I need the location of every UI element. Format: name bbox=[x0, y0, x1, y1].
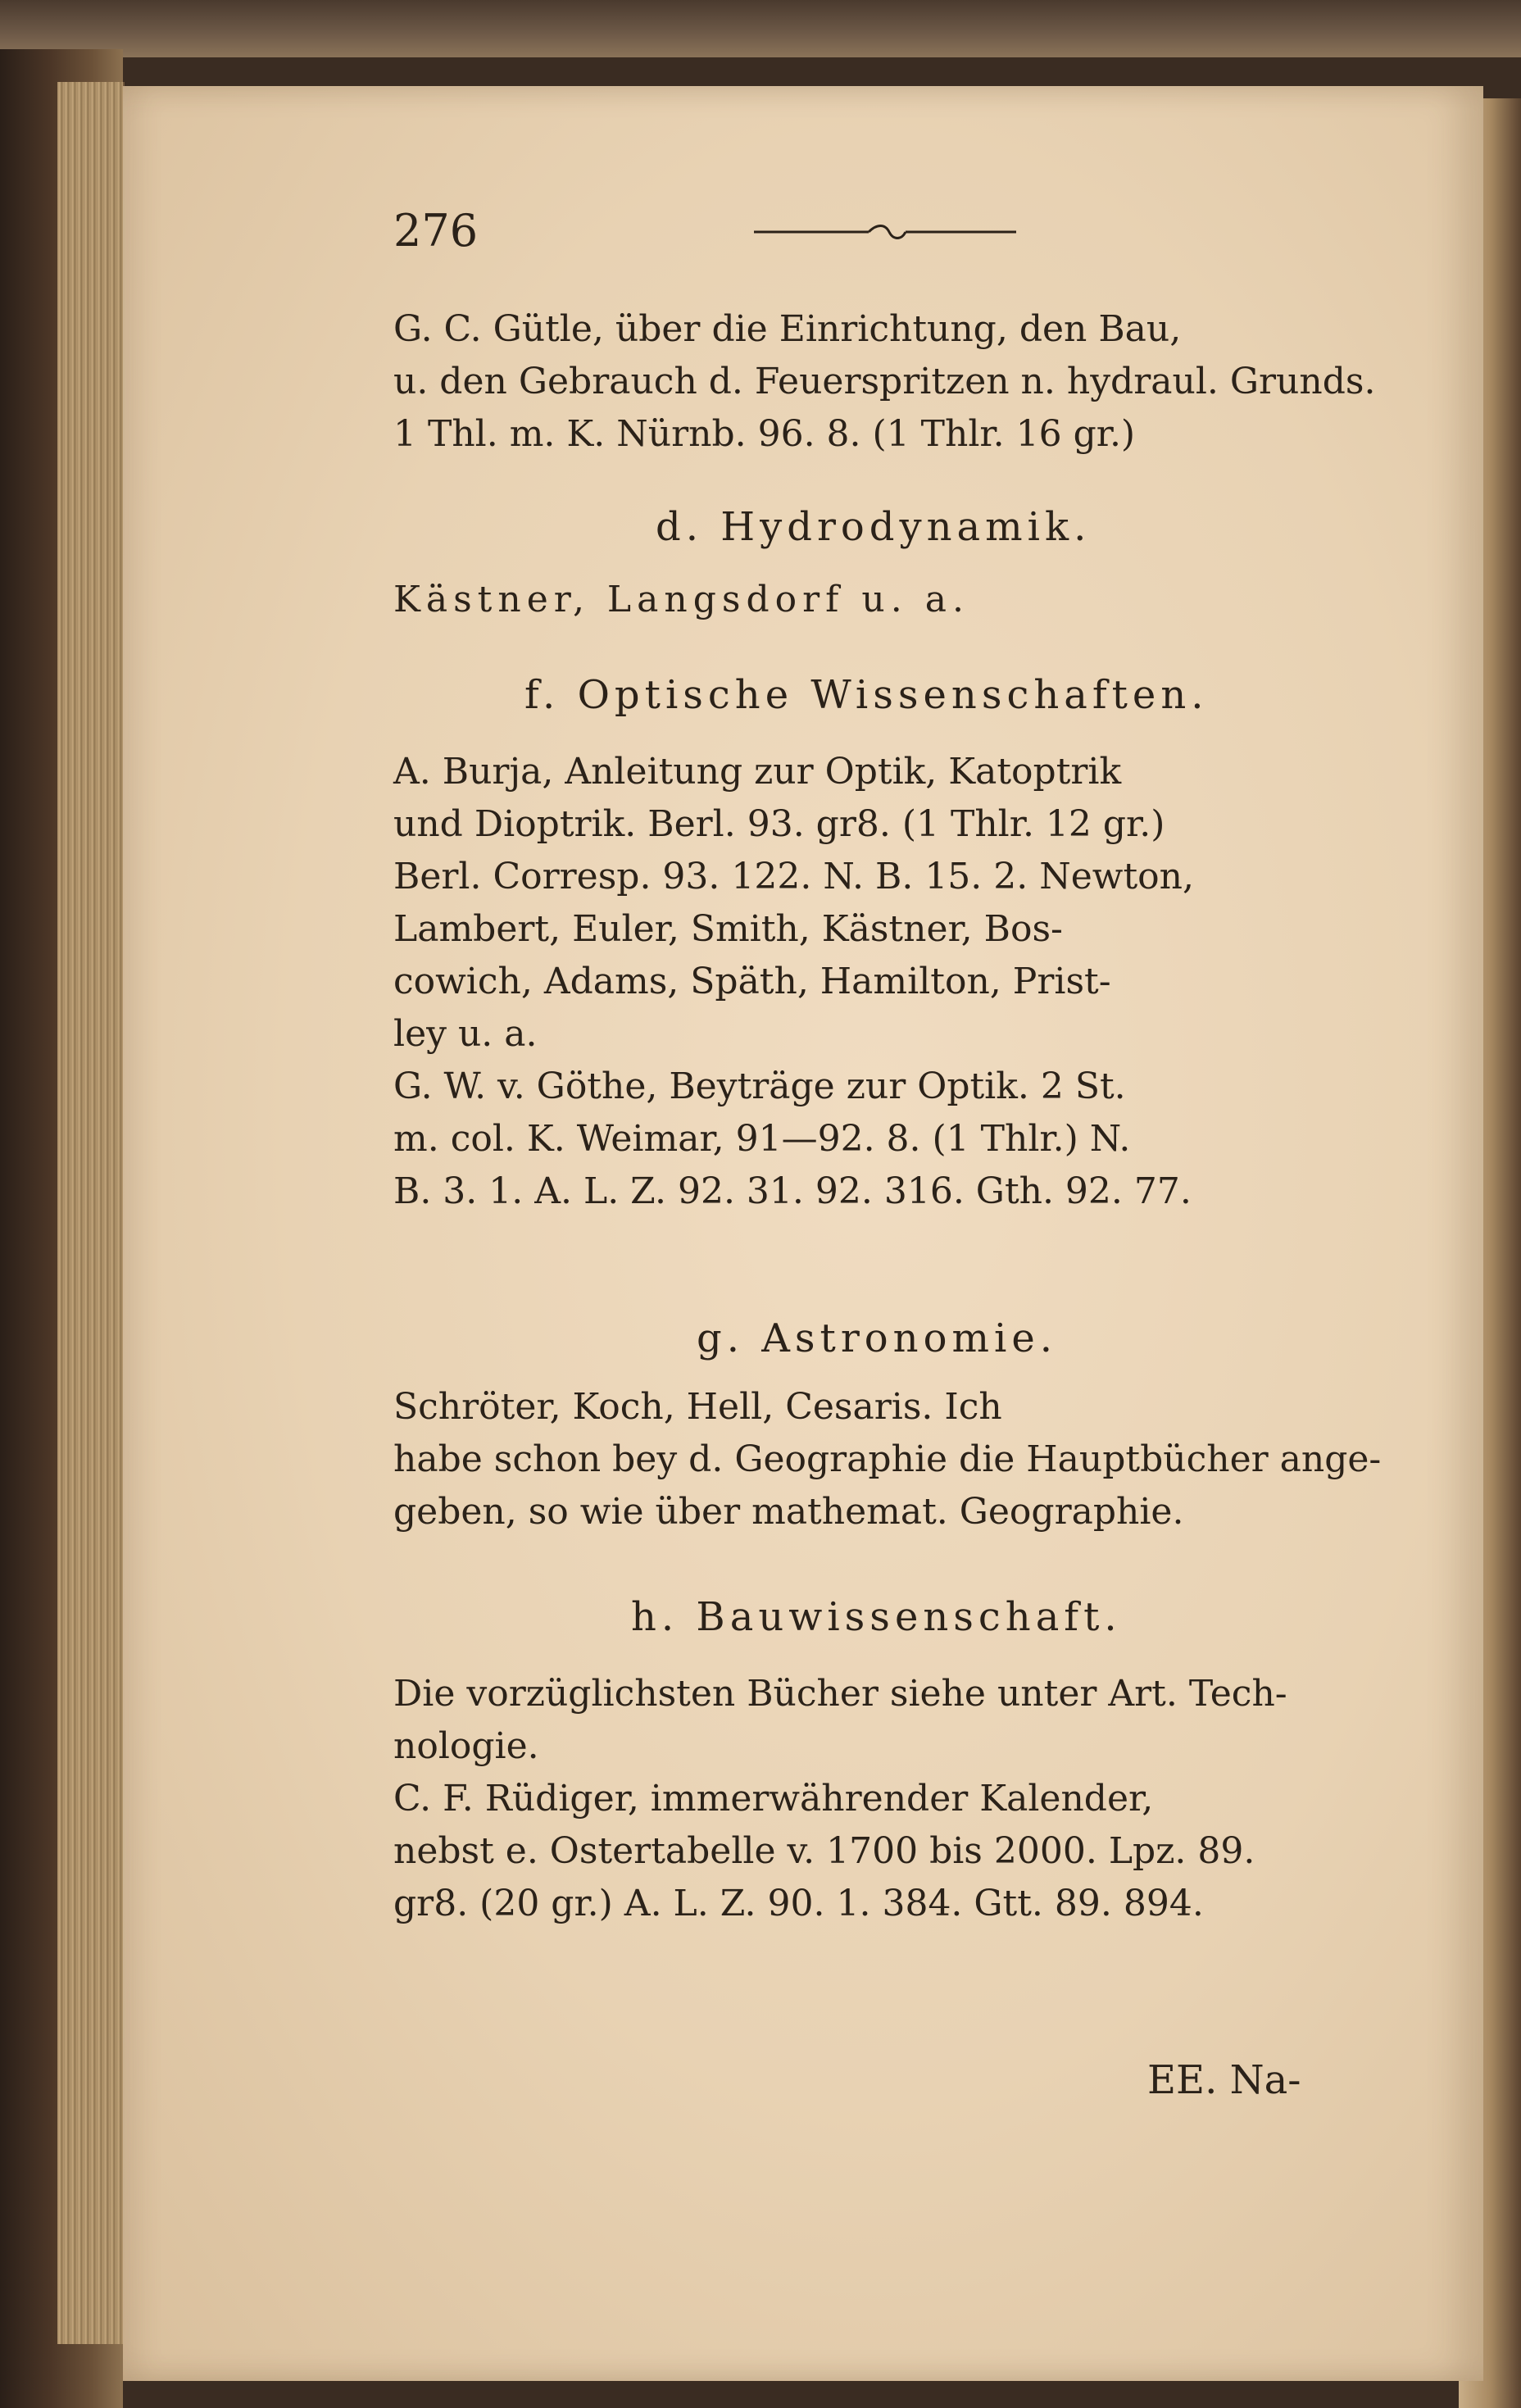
text-line: Berl. Corresp. 93. 122. N. B. 15. 2. Newton, bbox=[393, 856, 1194, 897]
text-line: nologie. bbox=[393, 1725, 539, 1767]
page-number: 276 bbox=[393, 205, 479, 257]
text-line: cowich, Adams, Späth, Hamilton, Prist- bbox=[393, 961, 1111, 1002]
text-line: Schröter, Koch, Hell, Cesaris. Ich bbox=[393, 1386, 1002, 1428]
text-line: B. 3. 1. A. L. Z. 92. 31. 92. 316. Gth. 92. 77. bbox=[393, 1170, 1192, 1212]
text-line: habe schon bey d. Geographie die Hauptbücher ange- bbox=[393, 1438, 1382, 1480]
text-line: m. col. K. Weimar, 91—92. 8. (1 Thlr.) N. bbox=[393, 1118, 1131, 1160]
section-body-optische-wissenschaften bbox=[393, 746, 1393, 1218]
entry-guetle bbox=[393, 303, 1393, 461]
text-line: G. W. v. Göthe, Beyträge zur Optik. 2 St. bbox=[393, 1065, 1126, 1107]
text-line: und Dioptrik. Berl. 93. gr8. (1 Thlr. 12 gr.) bbox=[393, 803, 1165, 845]
section-heading-astronomie: g. Astronomie. bbox=[697, 1315, 1058, 1361]
text-line: Lambert, Euler, Smith, Kästner, Bos- bbox=[393, 908, 1063, 950]
text-line: Kästner, Langsdorf u. a. bbox=[393, 579, 969, 620]
text-line: 1 Thl. m. K. Nürnb. 96. 8. (1 Thlr. 16 gr.) bbox=[393, 413, 1136, 455]
page-edges bbox=[57, 82, 125, 2344]
text-line: Die vorzüglichsten Bücher siehe unter Art. Tech- bbox=[393, 1673, 1287, 1715]
section-heading-bauwissenschaft: h. Bauwissenschaft. bbox=[631, 1594, 1122, 1640]
section-body-astronomie bbox=[393, 1381, 1393, 1538]
section-body-hydrodynamik bbox=[393, 574, 1393, 626]
text-line: ley u. a. bbox=[393, 1013, 538, 1055]
text-line: A. Burja, Anleitung zur Optik, Katoptrik bbox=[393, 751, 1122, 793]
book-cover-top bbox=[0, 0, 1521, 57]
catchword: EE. Na- bbox=[1147, 2057, 1301, 2103]
text-line: gr8. (20 gr.) A. L. Z. 90. 1. 384. Gtt. 89. 894. bbox=[393, 1883, 1204, 1924]
section-body-bauwissenschaft bbox=[393, 1668, 1393, 1930]
section-heading-optische-wissenschaften: f. Optische Wissenschaften. bbox=[524, 672, 1209, 718]
text-line: u. den Gebrauch d. Feuerspritzen n. hydraul. Grunds. bbox=[393, 361, 1376, 402]
text-line: geben, so wie über mathemat. Geographie. bbox=[393, 1491, 1184, 1533]
text-line: G. C. Gütle, über die Einrichtung, den Bau, bbox=[393, 308, 1182, 350]
text-line: C. F. Rüdiger, immerwährender Kalender, bbox=[393, 1778, 1154, 1820]
section-heading-hydrodynamik: d. Hydrodynamik. bbox=[656, 504, 1092, 550]
text-line: nebst e. Ostertabelle v. 1700 bis 2000. Lpz. 89. bbox=[393, 1830, 1255, 1872]
header-ornament bbox=[754, 220, 1016, 244]
